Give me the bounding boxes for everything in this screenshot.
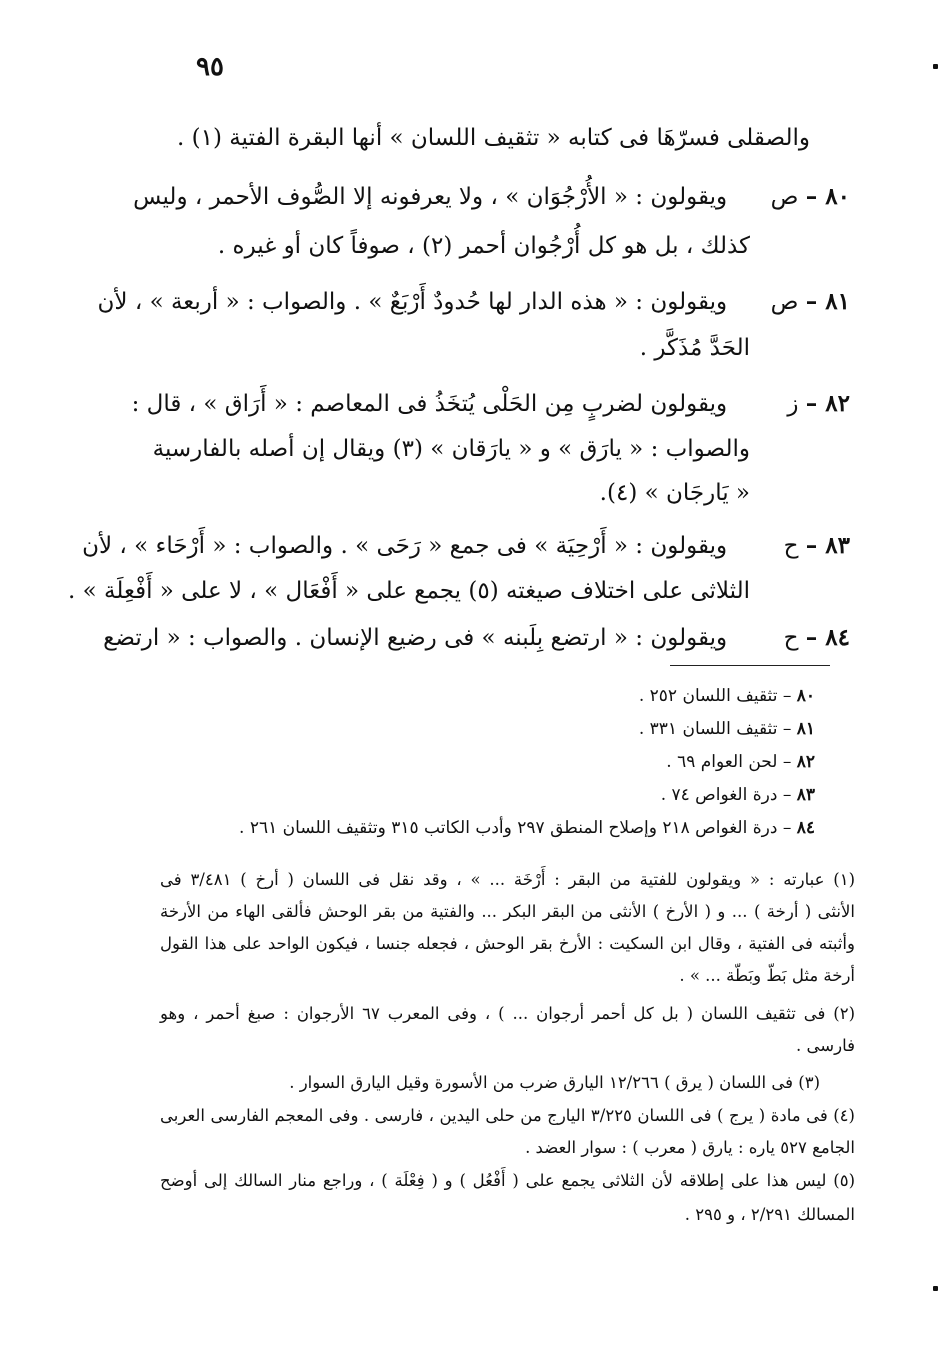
entry-number: ٨٤ – <box>805 624 850 651</box>
scan-speck <box>933 64 938 69</box>
source-code: ص <box>770 289 799 315</box>
entry-text: ويقولون : « ارتضع بِلَبنه » فى رضيع الإنسان . والصواب : « ارتضع <box>103 625 728 651</box>
footnote-5-line-2: المسالك ٢/٢٩١ ، و ٢٩٥ . <box>684 1205 855 1224</box>
scan-speck <box>933 1286 938 1291</box>
footnote-1-line-3: وأثبته فى الفتية ، وقال ابن السكيت : الأرخ بقر الوحش ، فجعله جنسا ، فيكون الواحد على هذا القول <box>160 934 855 953</box>
entry-83-line-2: الثلاثى على اختلاف صيغته (٥) يجمع على « أَفْعَال » ، لا على « أَفْعِلَة » . <box>68 578 750 604</box>
source-text: – تثقيف اللسان ٢٥٢ . <box>638 686 797 706</box>
footnote-2-line-2: فارسى . <box>796 1036 855 1055</box>
source-code: ص <box>770 184 799 210</box>
footnote-1-line-1: (١) عبارته : « ويقولون للفتية من البقر : أَرْخَة ... » ، وقد نقل فى اللسان ( أرخ ) ٣/٤٨١ فى <box>160 870 855 889</box>
entry-number: ٨٠ – <box>805 183 850 210</box>
intro-line: والصقلى فسرّهَا فى كتابه « تثقيف اللسان » أنها البقرة الفتية (١) . <box>176 125 810 151</box>
footnote-5-line-1: (٥) ليس هذا على إطلاقه لأن الثلاثى يجمع على ( أَفْعُل ) و ( فِعْلَة ) ، وراجع منار السالك إلى أوضح <box>160 1171 855 1190</box>
entry-84-line-1 <box>103 624 850 651</box>
footnote-4-line-1: (٤) فى مادة ( يرج ) فى اللسان ٣/٢٢٥ اليارج من حلى اليدين ، فارسى . وفى المعجم الفارسى العربى <box>160 1106 855 1125</box>
entry-80-line-2: كذلك ، بل هو كل أُرْجُوان أحمر (٢) ، صوفاً كان أو غيره . <box>217 233 750 259</box>
source-text: – درة الغواص ٧٤ . <box>660 785 797 805</box>
source-line <box>661 785 815 805</box>
entry-82-line-1 <box>131 390 850 417</box>
entry-text: ويقولون : « هذه الدار لها حُدودٌ أَرْبَعٌ » . والصواب : « أربعة » ، لأن <box>97 289 728 315</box>
entry-82-line-2: والصواب : « يارَق » و « يارَقان » (٣) ويقال إن أصله بالفارسية <box>152 436 750 462</box>
entry-81-line-1 <box>97 288 850 315</box>
entry-83-line-1 <box>82 532 850 559</box>
page-number: ٩٥ <box>196 52 224 82</box>
entry-80-line-1 <box>133 183 850 210</box>
source-line <box>239 818 815 838</box>
entry-text: ويقولون : « الأُرْجُوَان » ، ولا يعرفونه إلا الصُّوف الأحمر ، وليس <box>133 184 728 210</box>
source-entry-number: ٨٣ <box>796 785 815 805</box>
entry-number: ٨٢ – <box>805 390 850 417</box>
source-entry-number: ٨١ <box>796 719 815 739</box>
source-line <box>666 752 815 772</box>
entry-text: ويقولون : « أَرْحِيَة » فى جمع « رَحَى » . والصواب : « أَرْحَاء » ، لأن <box>82 533 728 559</box>
source-line <box>639 719 815 739</box>
entry-81-line-2: الحَدَّ مُذَكَّر . <box>639 335 750 361</box>
source-text: – لحن العوام ٦٩ . <box>666 752 797 772</box>
footnote-4-line-2: الجامع ٥٢٧ ياره : يارق ( معرب ) : سوار العضد . <box>525 1138 855 1157</box>
source-text: – درة الغواص ٢١٨ وإصلاح المنطق ٢٩٧ وأدب الكاتب ٣١٥ وتثقيف اللسان ٢٦١ . <box>239 818 797 838</box>
source-entry-number: ٨٢ <box>796 752 815 772</box>
footnote-3-line-1: (٣) فى اللسان ( يرق ) ١٢/٢٦٦ اليارق ضرب من الأسورة وقيل اليارق السوار . <box>289 1073 820 1092</box>
entry-82-line-3: « يَارجَان » (٤). <box>599 480 750 506</box>
footnote-1-line-4: أرخة مثل بَطّ وبَطّة ... » . <box>679 966 855 985</box>
footnote-2-line-1: (٢) فى تثقيف اللسان ( بل كل أحمر أرجوان ... ) ، وفى المعرب ٦٧ الأرجوان : صبغ أحمر ، وهو <box>160 1004 855 1023</box>
source-entry-number: ٨٤ <box>796 818 815 838</box>
entry-number: ٨١ – <box>805 288 850 315</box>
source-line <box>639 686 815 706</box>
source-text: – تثقيف اللسان ٣٣١ . <box>638 719 797 739</box>
entry-number: ٨٣ – <box>805 532 850 559</box>
entry-text: ويقولون لضربٍ مِن الحَلْى يُتخَذُ فى المعاصم : « أَرَاق » ، قال : <box>131 391 728 417</box>
source-code: ح <box>783 625 799 651</box>
source-code: ح <box>783 533 799 559</box>
source-code: ز <box>787 391 799 417</box>
footnote-separator <box>670 665 830 666</box>
source-entry-number: ٨٠ <box>796 686 815 706</box>
footnote-1-line-2: الأنثى ( أرخة ) ... و ( الأرخ ) الأنثى من البقر البكر ... والفتية من بقر الوحش فألقى الهاء من الأرخة <box>160 902 855 921</box>
